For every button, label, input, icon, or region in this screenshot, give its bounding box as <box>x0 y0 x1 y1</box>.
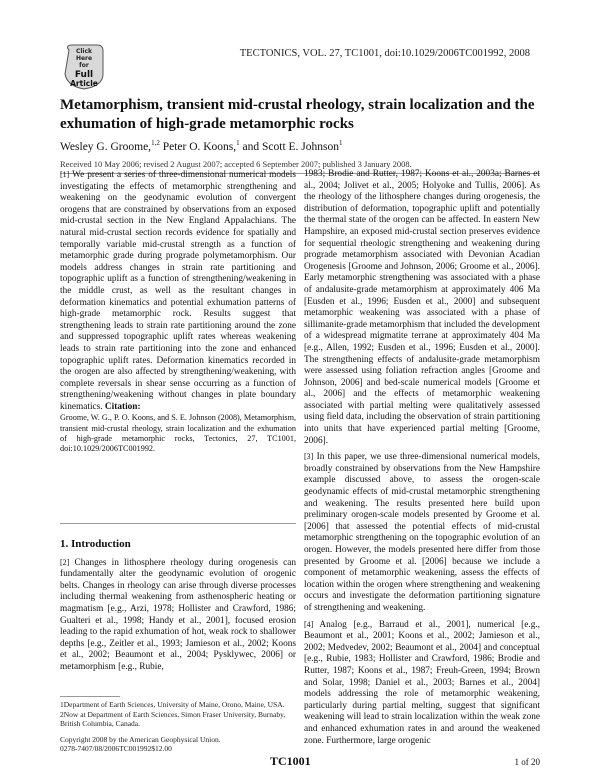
abstract <box>60 169 296 413</box>
abstract-marker: [1] <box>60 170 70 179</box>
full-article-badge[interactable] <box>63 44 105 90</box>
p3-text: In this paper, we use three-dimensional numerical models, broadly constrained by observations from the New Hampshire example discussed above, to assess the orogen-scale geodynamic effects of mid-crustal metamorphic strengthening and weakening. The results presented here build upon preliminary orogen-scale models presented by Groome et al. [2006] that assessed the potential effects of mid-crustal metamorphic strengthening on the topographic evolution of an orogen. However, the models presented here differ from those presented by Groome et al. [2006] because we include a component of metamorphic weakening, assess the effects of location within the orogen where strengthening and weakening occurs and investigate the deformation partitioning signature of strengthening and weakening. <box>304 452 540 613</box>
badge-line2: Here <box>75 55 93 62</box>
paragraph-4 <box>304 619 540 748</box>
footnote-2: 2Now at Department of Earth Sciences, Simon Fraser University, Burnaby, British Columbia, Canada. <box>60 709 286 728</box>
p3-marker: [3] <box>304 452 314 462</box>
left-column <box>60 169 296 454</box>
paragraph-3 <box>304 451 540 614</box>
article-title: Metamorphism, transient mid-crustal rheology, strain localization and the exhumation of high-grade metamorphic rocks <box>60 97 535 132</box>
author-3-affil: 1 <box>339 139 343 147</box>
footnotes <box>60 700 296 754</box>
p2-text: Changes in lithosphere rheology during orogenesis can fundamentally alter the geodynamic evolution of orogenic belts. Changes in rheology can arise through diverse processes including thermal weakening from asthenospheric heating or magmatism [e.g., Arzi, 1978; Hollister and Crawford, 1986; Gualteri et al., 1998; Handy et al., 2001], focused erosion leading to the rapid exhumation of hot, weak rock to shallower depths [e.g., Zeitler et al., 1993; Jamieson et al., 2002; Koons et al., 2002; Beaumont et al., 2004; Pysklywec, 2006] or metamorphism [e.g., Rubie, <box>60 557 296 672</box>
received-dates: Received 10 May 2006; revised 2 August 2007; accepted 6 September 2007; published 3 January 2008. <box>60 159 412 169</box>
introduction <box>60 531 296 674</box>
right-column <box>304 169 540 747</box>
author-1-affil: 1,2 <box>151 139 160 147</box>
badge-line3: for <box>79 62 89 69</box>
intro-paragraph-2 <box>60 557 296 674</box>
p2-marker: [2] <box>60 557 70 567</box>
badge-line4: Full <box>74 70 94 80</box>
author-1: Wesley G. Groome, <box>60 140 152 153</box>
author-list <box>60 139 343 153</box>
badge-line5: Article <box>70 79 98 88</box>
article-id-footer: TC1001 <box>270 754 311 768</box>
author-2: Peter O. Koons, <box>159 140 237 153</box>
badge-line1: Click <box>75 48 93 55</box>
abstract-divider <box>60 523 296 524</box>
footnote-1: 1Department of Earth Sciences, University of Maine, Orono, Maine, USA. <box>60 700 285 709</box>
paragraph-continued: 1983; Brodie and Rutter, 1987; Koons et al., 2003a; Barnes et al., 2004; Jolivet et al., 2005; Holyoke and Tullis, 2006]. As the rheology of the lithosphere changes during orogenesis, the distribution of deformation, topographic uplift and potentially the thermal state of the orogen can be affected. In eastern New Hampshire, an exposed mid-crustal section preserves evidence for sequential rheologic strengthening and weakening during prograde metamorphism associated with Devonian Acadian Orogenesis [Groome and Johnson, 2006; Groome et al., 2006]. Early metamorphic strengthening was associated with a phase of andalusite-grade metamorphism at approximately 406 Ma [Eusden et al., 1996; Eusden et al., 2000] and subsequent metamorphic weakening was associated with a phase of sillimanite-grade metamorphism that included the development of a widespread migmatite terrane at approximately 404 Ma [e.g., Allen, 1992; Eusden et al., 1996; Eusden et al., 2000]. The strengthening effects of andalusite-grade metamorphism were assessed using foliation refraction angles [Groome and Johnson, 2006] and bed-scale numerical models [Groome et al., 2006] and the effects of metamorphic weakening associated with partial melting were qualitatively assessed using field data, including the observation of strain partitioning into units that have experienced partial melting [Groome, 2006]. <box>304 169 540 446</box>
abstract-text: We present a series of three-dimensional numerical models investigating the effects of metamorphic strengthening and weakening on the geodynamic evolution of convergent orogens that are constrained by observations from an exposed mid-crustal section in the New England Appalachians. The natural mid-crustal section records evidence for spatially and temporally variable mid-crustal strength as a function of metamorphic grade during prograde polymetamorphism. Our models address changes in strain rate partitioning and topographic uplift as a function of strengthening/weakening in the middle crust, as well as the resultant changes in deformation kinematics and potential exhumation patterns of high-grade metamorphic rock. Results suggest that strengthening leads to strain rate partitioning around the zone and suppressed topographic uplift rates whereas weakening leads to strain rate partitioning into the zone and enhanced topographic uplift rates. Deformation kinematics recorded in the orogen are also affected by strengthening/weakening, with complete reversals in shear sense occurring as a function of strengthening/weakening without changes in plate boundary kinematics. <box>60 170 296 412</box>
page-number: 1 of 20 <box>514 757 540 767</box>
citation-label: Citation: <box>102 401 141 412</box>
p4-marker: [4] <box>304 619 314 629</box>
section-heading: 1. Introduction <box>60 538 131 550</box>
issn-line: 0278-7407/08/2006TC001992$12.00 <box>60 744 172 753</box>
journal-header: TECTONICS, VOL. 27, TC1001, doi:10.1029/2006TC001992, 2008 <box>239 48 530 59</box>
author-3: and Scott E. Johnson <box>239 140 340 153</box>
p4-text: Analog [e.g., Barraud et al., 2001], numerical [e.g., Beaumont et al., 2001; Koons et al., 2002; Jamieson et al., 2002; Medvedev, 2002; Beaumont et al., 2004] and conceptual [e.g., Rubie, 1983; Hollister and Crawford, 1986; Brodie and Rutter, 1987; Koons et al., 1987; Freuh-Green, 1994; Brown and Solar, 1998; Daniel et al., 2003; Barnes et al., 2004] models addressing the role of metamorphic weakening, particularly during partial melting, suggest that significant weakening will lead to strain localization within the weak zone and enhanced exhumation rates in and around the weakened zone. Furthermore, large orogenic <box>304 619 540 746</box>
copyright: Copyright 2008 by the American Geophysical Union. <box>60 734 221 744</box>
author-2-affil: 1 <box>236 139 240 147</box>
footnote-divider <box>60 696 120 697</box>
citation-text: Groome, W. G., P. O. Koons, and S. E. Johnson (2008), Metamorphism, transient mid-crustal rheology, strain localization and the exhumation of high-grade metamorphic rocks, Tectonics, 27, TC1001, doi:10.1029/2006TC001992. <box>60 413 296 454</box>
